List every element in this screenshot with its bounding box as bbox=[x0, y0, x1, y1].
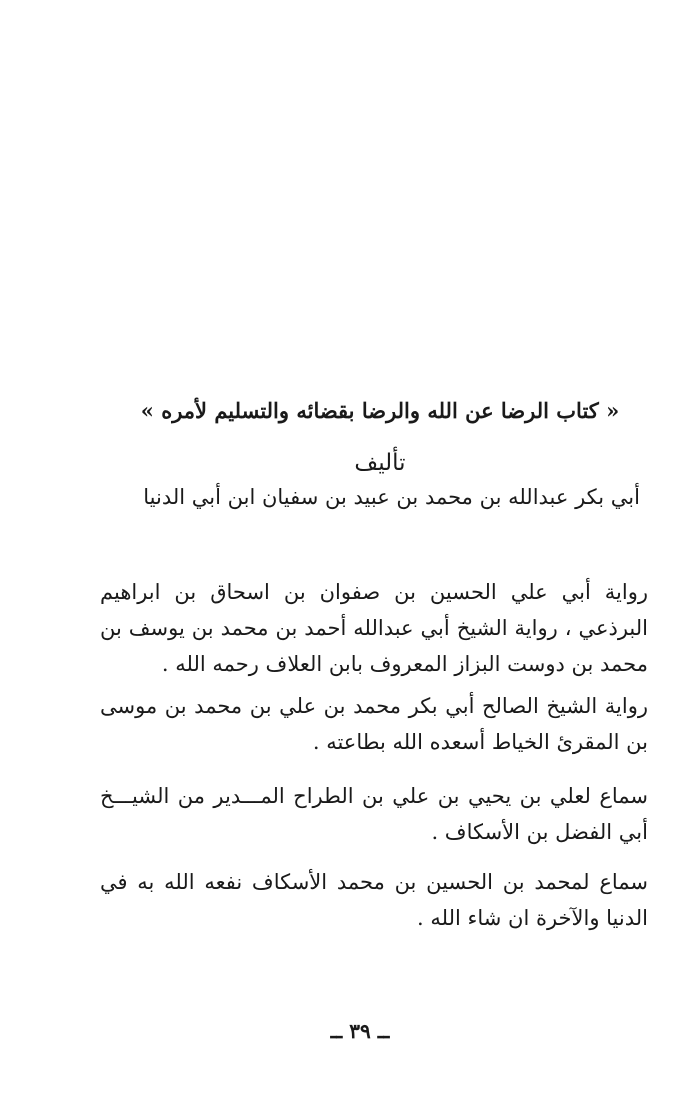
paragraph-text: سماع لعلي بن يحيي بن علي بن الطراح المـــدير من الشيـــخ أبي الفضل بن الأسكاف . bbox=[100, 784, 648, 844]
transmission-paragraph-1 bbox=[100, 574, 648, 682]
page-number: ــ ٣٩ ــ bbox=[330, 1019, 390, 1043]
audition-note-1 bbox=[100, 778, 648, 850]
byline-label: تأليف bbox=[354, 450, 406, 476]
audition-note-2 bbox=[100, 864, 648, 936]
paragraph-text: رواية أبي علي الحسين بن صفوان بن اسحاق بن ابراهيم البرذعي ، رواية الشيخ أبي عبدالله أحمد بن محمد بن يوسف بن محمد بن دوست البزاز المعروف بابن العلاف رحمه الله . bbox=[100, 580, 648, 676]
paragraph-text: سماع لمحمد بن الحسين بن محمد الأسكاف نفعه الله به في الدنيا والآخرة ان شاء الله . bbox=[100, 870, 648, 930]
book-title: « كتاب الرضا عن الله والرضا بقضائه والتسليم لأمره » bbox=[140, 398, 620, 423]
paragraph-text: رواية الشيخ الصالح أبي بكر محمد بن علي بن محمد بن موسى بن المقرئ الخياط أسعده الله بطاعته . bbox=[100, 694, 648, 754]
transmission-paragraph-2 bbox=[100, 688, 648, 760]
author-name: أبي بكر عبدالله بن محمد بن عبيد بن سفيان ابن أبي الدنيا bbox=[143, 485, 640, 509]
